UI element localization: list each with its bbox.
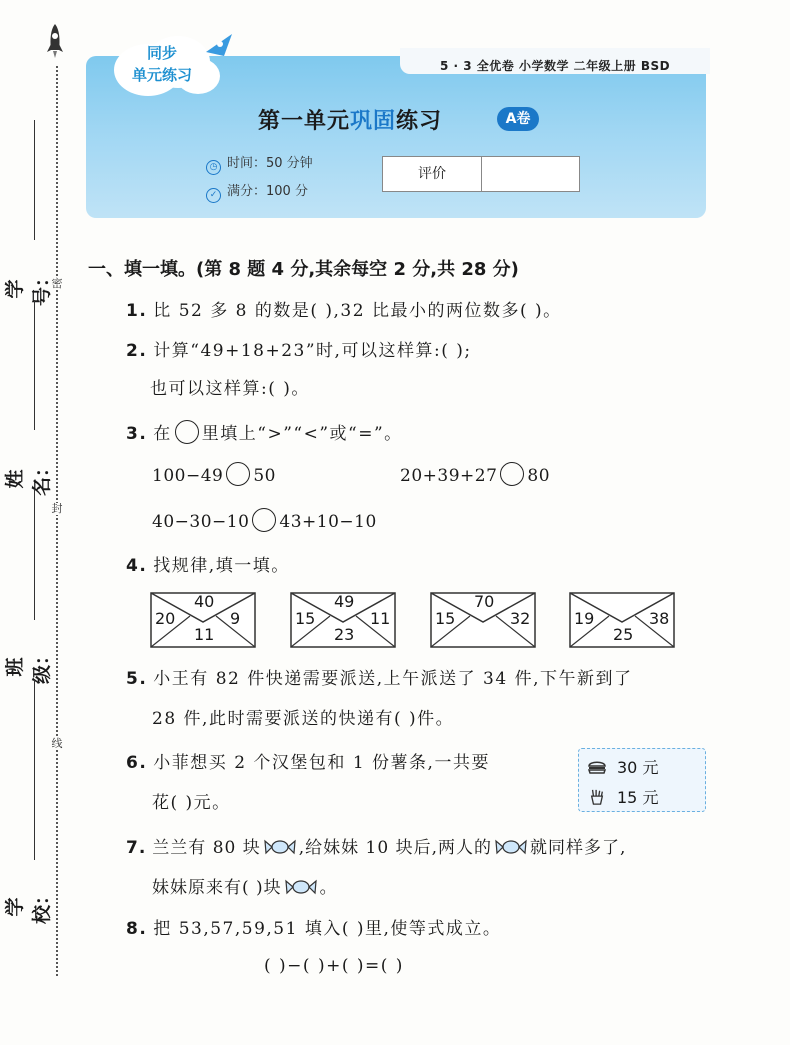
evaluation-box [382,156,580,192]
question-6 [126,748,490,773]
time-text: 时间：50 分钟 [227,156,313,171]
question-text-c: 就同样多了, [530,838,627,858]
envelope-top-number: 40 [194,592,215,611]
score-info [206,180,308,203]
class-label: 班级： [4,645,53,684]
title-part-2: 巩固 [350,109,397,134]
compare-expression-1 [152,462,276,486]
candy-icon [494,839,528,855]
name-label: 姓名： [4,457,53,496]
question-1 [126,296,562,321]
question-6-line-2: 花( )元。 [152,793,231,813]
question-5 [126,664,632,689]
evaluation-label: 评价 [383,157,482,191]
envelope-right-number: 11 [370,609,391,628]
question-text: 计算“49+18+23”时,可以这样算:( ); [153,341,472,361]
question-text: 把 53,57,59,51 填入( )里,使等式成立。 [153,919,502,939]
student-no-label: 学号： [4,267,53,306]
full-score-text: 满分：100 分 [227,184,308,199]
question-7 [126,833,626,858]
envelope [150,592,256,648]
question-8 [126,914,501,939]
equation-blanks: ( )−( )+( )=( ) [264,956,404,976]
cloud-line-1: 同步 [146,44,177,62]
envelope-right-number: 38 [649,609,670,628]
burger-icon [587,759,607,775]
question-number: 7. [126,838,147,858]
question-number: 5. [126,669,148,689]
margin-feng: 封 [51,502,63,515]
fries-icon [587,789,607,805]
question-5-line-2: 28 件,此时需要派送的快递有( )件。 [152,709,455,729]
envelope-bottom-number: 11 [194,625,215,644]
envelope-bottom-number: 23 [334,625,355,644]
series-label: 5 · 3 全优卷 小学数学 二年级上册 BSD [440,59,671,73]
margin-mi: 密 [51,277,63,290]
envelope [569,592,675,648]
question-text: 小菲想买 2 个汉堡包和 1 份薯条,一共要 [153,753,490,773]
compare-circle[interactable] [500,462,524,486]
question-number: 1. [126,301,148,321]
expr-right: 43+10−10 [279,512,377,532]
envelope-left-number: 19 [574,609,595,628]
time-info [206,152,313,175]
candy-icon [263,839,297,855]
fries-price-text: 15 元 [617,788,659,807]
class-line [34,490,35,620]
question-2 [126,336,472,361]
question-text-b: ,给妹妹 10 块后,两人的 [298,838,492,858]
title-part-1: 第一单元 [258,109,351,134]
school-label: 学校： [4,885,53,924]
envelope [430,592,536,648]
envelope-top-number: 49 [334,592,355,611]
margin-xian: 线 [51,737,63,750]
question-text-b: 里填上“>”“<”或“=”。 [201,424,403,444]
check-icon: ✓ [206,188,221,203]
compare-circle [175,420,199,444]
expr-right: 50 [253,466,276,486]
envelope-right-number: 32 [510,609,531,628]
binding-dotted-line [56,66,58,976]
paper-badge: A卷 [497,107,539,131]
section-title: 一、填一填。(第 8 题 4 分,其余每空 2 分,共 28 分) [88,259,519,280]
question-number: 4. [126,556,148,576]
page-title [258,104,442,135]
question-text-a: 妹妹原来有( )块 [152,878,282,898]
compare-circle[interactable] [226,462,250,486]
school-line [34,680,35,860]
student-no-line [34,120,35,240]
cloud-title [116,42,208,86]
expr-left: 20+39+27 [400,466,498,486]
cloud-line-2: 单元练习 [131,66,192,84]
envelope-right-number: 9 [230,609,241,628]
compare-circle[interactable] [252,508,276,532]
rocket-icon [44,22,66,64]
question-7-line-2 [152,873,338,898]
question-number: 2. [126,341,148,361]
question-text: 比 52 多 8 的数是( ),32 比最小的两位数多( )。 [153,301,562,321]
question-text-b: 。 [319,878,338,898]
clock-icon: ◷ [206,160,221,175]
envelope-top-number: 70 [474,592,495,611]
name-line [34,300,35,430]
question-text: 找规律,填一填。 [153,556,290,576]
expr-right: 80 [527,466,551,486]
question-2-line-2: 也可以这样算:( )。 [150,379,310,399]
envelope-left-number: 15 [295,609,316,628]
burger-price-text: 30 元 [617,758,659,777]
question-number: 3. [126,424,148,444]
price-box [578,748,706,812]
burger-price [587,755,658,778]
envelope-left-number: 20 [155,609,176,628]
title-part-3: 练习 [396,109,443,134]
question-text-a: 在 [153,424,172,444]
question-4 [126,551,290,576]
question-text-a: 兰兰有 80 块 [152,838,261,858]
compare-expression-3 [152,508,377,532]
compare-expression-2 [400,462,550,486]
expr-left: 100−49 [152,466,224,486]
envelope-left-number: 15 [435,609,456,628]
envelope-bottom-number: 25 [613,625,634,644]
question-number: 6. [126,753,148,773]
evaluation-field[interactable] [482,157,579,191]
question-number: 8. [126,919,148,939]
expr-left: 40−30−10 [152,512,250,532]
question-3 [126,419,403,444]
fries-price [587,785,658,808]
candy-icon [284,879,318,895]
question-text: 小王有 82 件快递需要派送,上午派送了 34 件,下午新到了 [153,669,633,689]
envelope [290,592,396,648]
